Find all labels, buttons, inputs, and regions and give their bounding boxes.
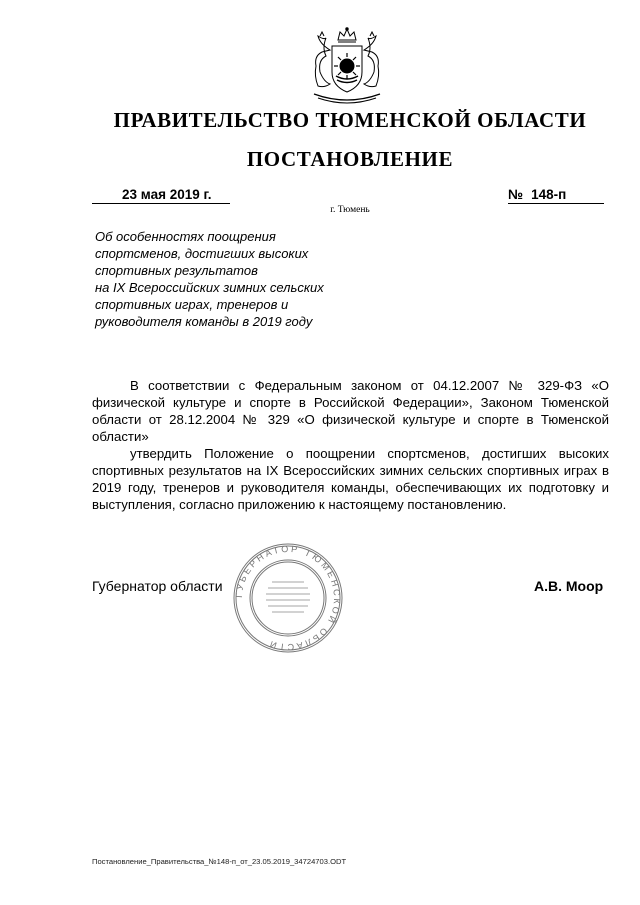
subject-line: спортивных играх, тренеров и (95, 297, 289, 312)
subject-line: спортсменов, достигших высоких (95, 246, 309, 261)
government-title: ПРАВИТЕЛЬСТВО ТЮМЕНСКОЙ ОБЛАСТИ (113, 108, 587, 132)
number-value: 148-п (531, 187, 567, 202)
seal-text: ГУБЕРНАТОР ТЮМЕНСКОЙ ОБЛАСТИ (233, 543, 343, 653)
official-seal-stamp (232, 542, 344, 654)
document-subject (95, 228, 355, 330)
subject-line: руководителя команды в 2019 году (95, 314, 313, 329)
subject-line: на IX Всероссийских зимних сельских (95, 280, 324, 295)
signature-position: Губернатор области (92, 578, 223, 594)
number-sign: № (508, 187, 524, 202)
body-paragraph-preamble: В соответствии с Федеральным законом от 04.12.2007 № 329-ФЗ «О физической культуре и спорте в Российской Федерации», Законом Тюменской области от 28.12.2004 № 329 «О физической культуре и спорте в Тюменской области» (92, 378, 609, 444)
document-number (508, 186, 604, 204)
footer-filename: Постановление_Правительства_№148-п_от_23.05.2019_34724703.ODT (92, 857, 347, 866)
subject-line: спортивных результатов (95, 263, 258, 278)
document-city: г. Тюмень (330, 205, 370, 215)
body-paragraph-resolution: утвердить Положение о поощрении спортсменов, достигших высоких спортивных результатов на IX Всероссийских зимних сельских спортивных играх в 2019 году, тренеров и руководителя команды, обеспечивающих их подготовку и выступления, согласно приложению к настоящему постановлению. (92, 446, 609, 512)
document-type-title: ПОСТАНОВЛЕНИЕ (246, 147, 454, 171)
coat-of-arms-emblem (304, 26, 390, 106)
document-body (92, 377, 609, 513)
document-date: 23 мая 2019 г. (92, 186, 230, 204)
signature-name: А.В. Моор (534, 578, 604, 594)
subject-line: Об особенностях поощрения (95, 229, 276, 244)
